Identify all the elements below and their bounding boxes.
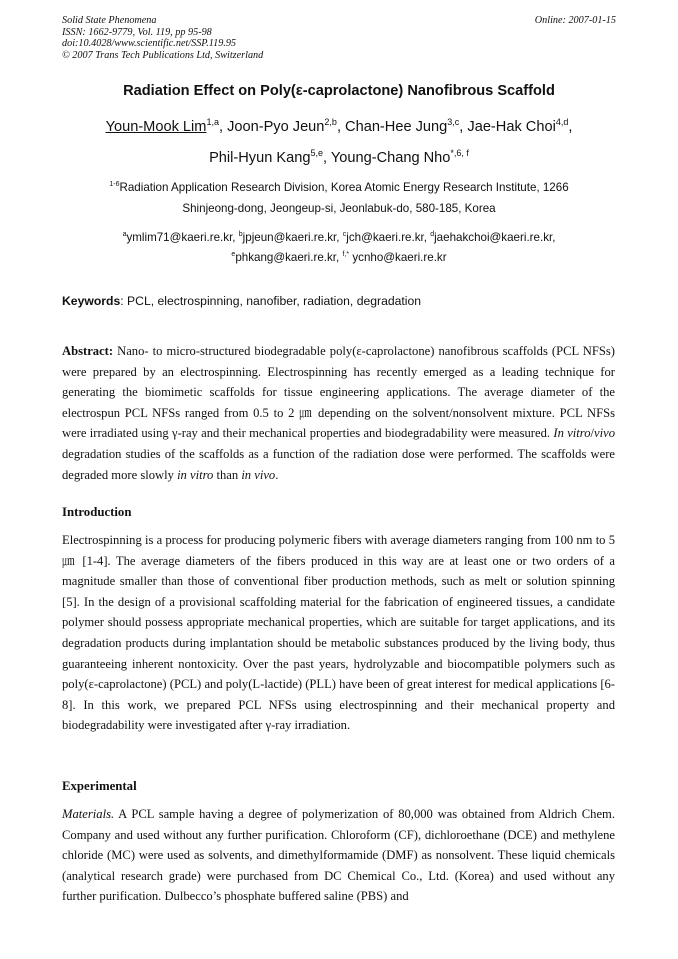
affiliation-line-2: Shinjeong-dong, Jeongeup-si, Jeonlabuk-do, 580-185, Korea (182, 201, 496, 215)
email-address: ymlim71@kaeri.re.kr, (126, 231, 236, 244)
abstract-italic: in vivo (241, 467, 276, 482)
affiliation (50, 178, 628, 219)
affiliation-line-1: Radiation Application Research Division, Korea Atomic Energy Research Institute, 1266 (119, 181, 569, 194)
email-sup: e (231, 251, 236, 259)
author-sup: 3,c (447, 117, 460, 128)
abstract-text: . (275, 467, 279, 482)
materials-label: Materials. (62, 807, 115, 821)
email-sup: c (342, 231, 347, 239)
abstract-italic: vivo (594, 426, 615, 441)
author-name: Youn-Mook Lim (105, 119, 207, 135)
experimental-paragraph (62, 804, 615, 907)
email-address: jaehakchoi@kaeri.re.kr, (434, 231, 556, 244)
email-address: jpjeun@kaeri.re.kr, (242, 231, 340, 244)
keywords-text: : PCL, electrospinning, nanofiber, radiation, degradation (120, 294, 422, 308)
abstract-italic: In vitro (553, 426, 591, 441)
email-sup: f,* (342, 251, 350, 259)
doi-line: doi:10.4028/www.scientific.net/SSP.119.95 (62, 38, 237, 50)
author-name: Young-Chang Nho (330, 150, 451, 166)
paper-title: Radiation Effect on Poly(ε-caprolactone) Nanofibrous Scaffold (123, 83, 555, 99)
author-line-2: Phil-Hyun Kang$^{5,e}$, Young-Chang Nho$^{*,6, f}$ (209, 148, 469, 166)
email-list (40, 228, 638, 268)
experimental-text: A PCL sample having a degree of polymerization of 80,000 was obtained from Aldrich Chem. Company and used without any further purification. Chloroform (CF), dichloroethane (DCE) and methylene chloride (MC) were used as solvents, and dimethylformamide (DMF) as nonsolvent. These liquid chemicals (analytical research grade) were purchased from DC Chemical Co., Ltd. (Korea) and used without any further purification. Dulbecco’s phosphate buffered saline (PBS) and (62, 807, 615, 904)
email-sup: a (122, 231, 127, 239)
section-heading-experimental: Experimental (62, 779, 137, 793)
abstract-label: Abstract: (62, 344, 114, 358)
journal-header (62, 15, 263, 61)
copyright-line: © 2007 Trans Tech Publications Ltd, Switzerland (62, 49, 264, 61)
email-address: phkang@kaeri.re.kr, (235, 251, 340, 264)
email-address: jch@kaeri.re.kr, (346, 231, 427, 244)
abstract-text: degradation studies of the scaffolds as a function of the radiation dose were performed. The scaffolds were degraded more slowly (62, 446, 615, 482)
author-sup: 5,e (310, 148, 323, 159)
email-sup: b (238, 231, 243, 239)
abstract (62, 341, 615, 485)
author-line-1: Youn-Mook Lim$^{1,a}$, Joon-Pyo Jeun$^{2,b}$, Chan-Hee Jung$^{3,c}$, Jae-Hak Choi$^{4,d}$, (105, 117, 573, 135)
author-name: Jae-Hak Choi (467, 119, 556, 135)
email-sup: d (430, 231, 435, 239)
journal-name: Solid State Phenomena (62, 15, 157, 26)
introduction-paragraph (62, 530, 615, 736)
introduction-text: Electrospinning is a process for producing polymeric fibers with average diameters ranging from 100 nm to 5 ㎛ [1-4]. The average diameters of the fibers produced in this way are at least one or two orders of a magnitude smaller than those of conventional fiber production methods, such as melt or solution spinning [5]. In the design of a provisional scaffolding material for the fabrication of engineered tissues, a candidate polymer should possess appropriate mechanical properties, which are suitable for target applications, and its degradation products during implantation should be metabolic substances produced by the living body, thus guaranteeing inherent nontoxicity. Over the past years, hydrolyzable and biocompatible polymers such as poly(ε-caprolactone) (PCL) and poly(L-lactide) (PLL) have been of great interest for medical applications [6-8]. In this work, we prepared PCL NFSs using electrospinning and their mechanical property and biodegradability were investigated after γ-ray irradiation. (62, 533, 615, 733)
section-heading-introduction: Introduction (62, 505, 132, 519)
abstract-text: than (213, 467, 242, 482)
affiliation-sup: 1-6 (109, 181, 120, 189)
author-sup: 4,d (555, 117, 569, 128)
online-date: Online: 2007-01-15 (534, 15, 616, 26)
issn-line: ISSN: 1662-9779, Vol. 119, pp 95-98 (62, 26, 212, 38)
author-name: Chan-Hee Jung (345, 119, 448, 135)
author-name: Phil-Hyun Kang (209, 150, 311, 166)
abstract-text: Nano- to micro-structured biodegradable poly(ε-caprolactone) nanofibrous scaffolds (PCL NFSs) were prepared by an electrospinning. Electrospinning has recently emerged as a leading technique for generating the biomimetic scaffolds for tissue engineering applications. The average diameter of the electrospun PCL NFSs ranged from 0.5 to 2 ㎛ depending on the solvent/nonsolvent mixture. PCL NFSs were irradiated using γ-ray and their mechanical properties and biodegradability were measured. (62, 344, 615, 441)
keywords (62, 292, 616, 310)
author-list (40, 112, 638, 174)
abstract-text: / (590, 426, 595, 441)
author-sup: 2,b (324, 117, 337, 128)
author-name: Joon-Pyo Jeun (227, 119, 325, 135)
author-sup: *,6, f (450, 148, 469, 159)
author-sup: 1,a (206, 117, 219, 128)
abstract-italic: in vitro (177, 467, 214, 482)
email-address: ycnho@kaeri.re.kr (352, 251, 447, 264)
keywords-label: Keywords (62, 294, 121, 308)
